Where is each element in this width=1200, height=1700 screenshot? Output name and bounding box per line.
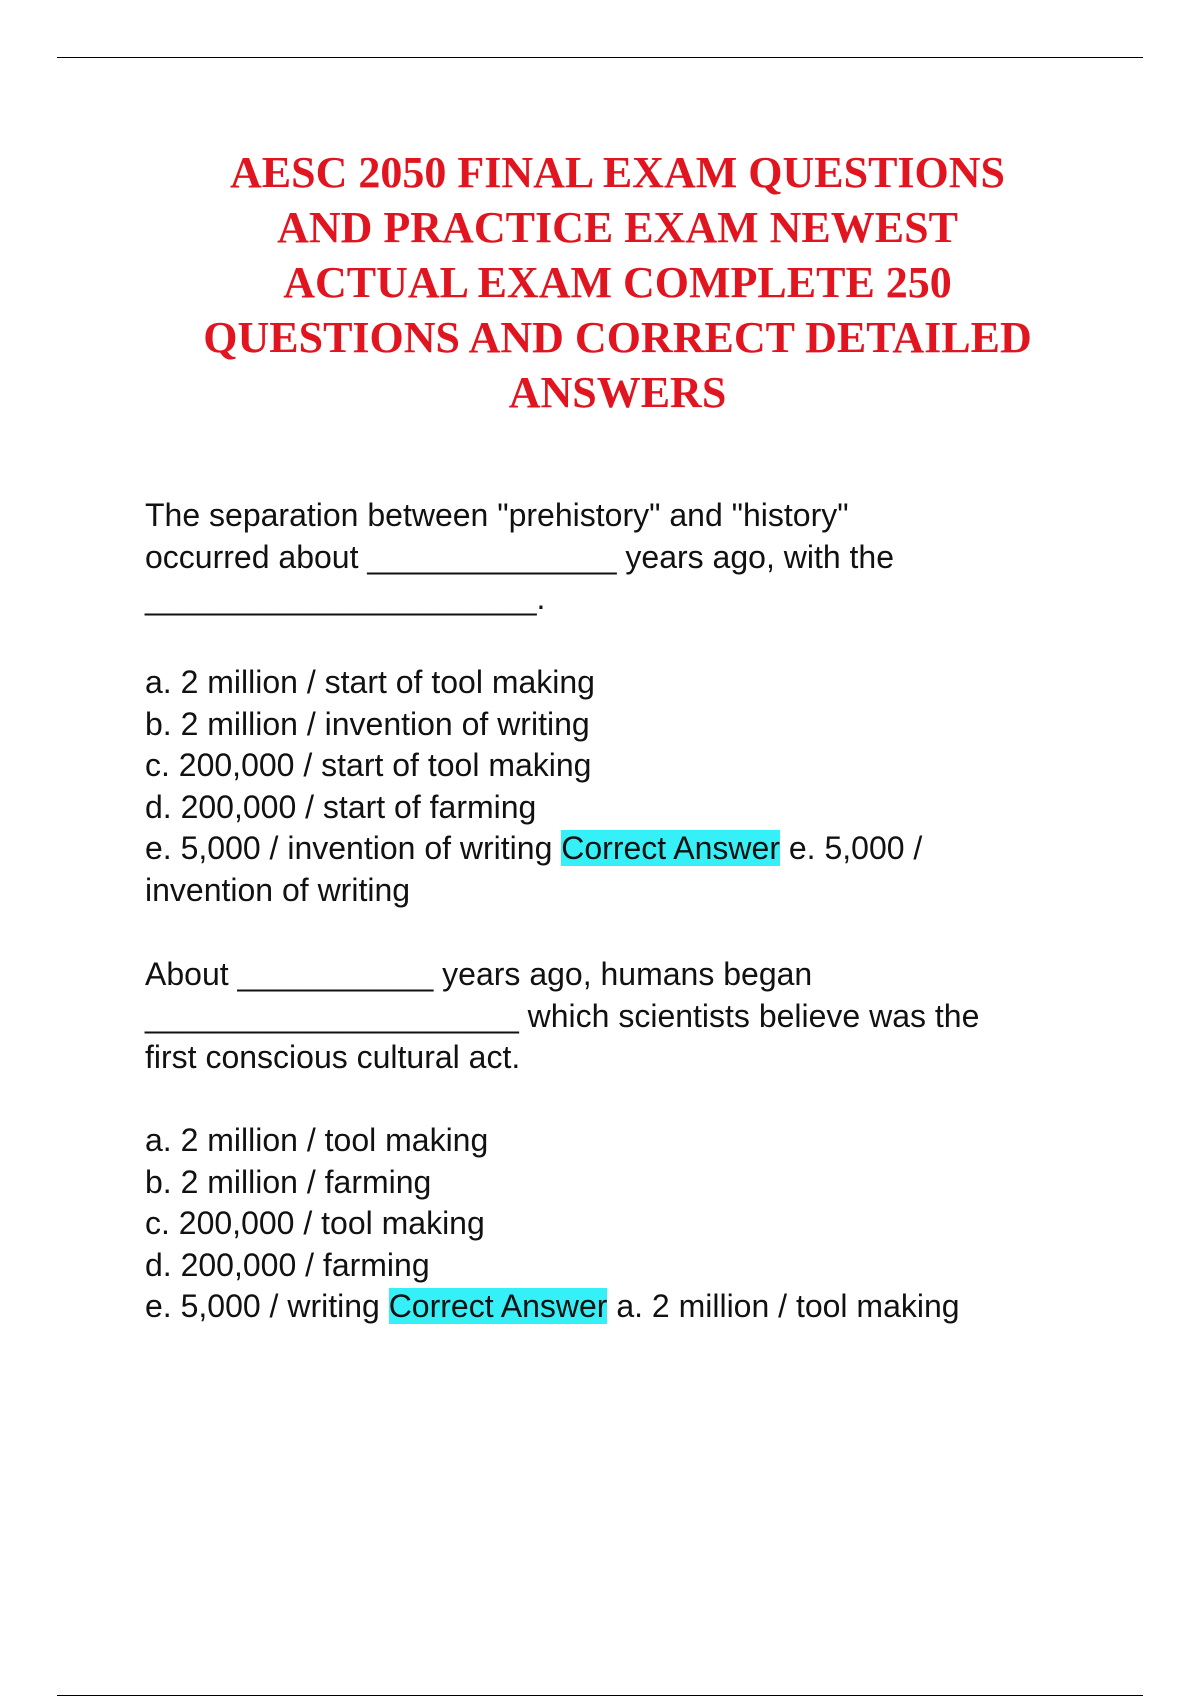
option-d: d. 200,000 / start of farming [145, 788, 537, 825]
title-line: ACTUAL EXAM COMPLETE 250 [283, 258, 952, 307]
top-rule [57, 57, 1143, 58]
option-e: e. 5,000 / writing [145, 1288, 380, 1324]
prompt-line: occurred about ______________ years ago, with the [145, 538, 894, 575]
bottom-rule [57, 1695, 1143, 1696]
answer-text: e. 5,000 / [788, 830, 923, 866]
correct-answer-highlight: Correct Answer [561, 830, 780, 866]
prompt-line: ______________________. [145, 580, 546, 616]
option-b: b. 2 million / farming [145, 1163, 432, 1200]
option-b: b. 2 million / invention of writing [145, 705, 590, 742]
title-line: AND PRACTICE EXAM NEWEST [277, 203, 958, 252]
answer-text: a. 2 million / tool making [616, 1288, 960, 1324]
option-c: c. 200,000 / start of tool making [145, 747, 592, 783]
correct-answer-highlight: Correct Answer [388, 1288, 608, 1324]
option-a: a. 2 million / start of tool making [145, 664, 595, 700]
option-a: a. 2 million / tool making [145, 1122, 489, 1158]
document-title [140, 145, 1095, 420]
question-1-prompt [145, 495, 1145, 620]
option-e: e. 5,000 / invention of writing [145, 830, 553, 866]
option-e-with-answer [145, 828, 1145, 870]
option-d: d. 200,000 / farming [145, 1246, 430, 1283]
prompt-line: first conscious cultural act. [145, 1039, 521, 1075]
option-c: c. 200,000 / tool making [145, 1205, 485, 1241]
question-1-options [145, 662, 1145, 911]
prompt-line: The separation between "prehistory" and "history" [145, 497, 849, 533]
question-2-prompt [145, 954, 1145, 1079]
title-line: AESC 2050 FINAL EXAM QUESTIONS [229, 148, 1006, 197]
prompt-line: _____________________ which scientists believe was the [145, 997, 980, 1034]
title-line: QUESTIONS AND CORRECT DETAILED [203, 313, 1032, 362]
option-e-with-answer [145, 1286, 1145, 1328]
title-line: ANSWERS [508, 368, 727, 417]
answer-text-continued: invention of writing [145, 871, 411, 908]
prompt-line: About ___________ years ago, humans began [145, 956, 813, 992]
question-2-options [145, 1120, 1145, 1328]
